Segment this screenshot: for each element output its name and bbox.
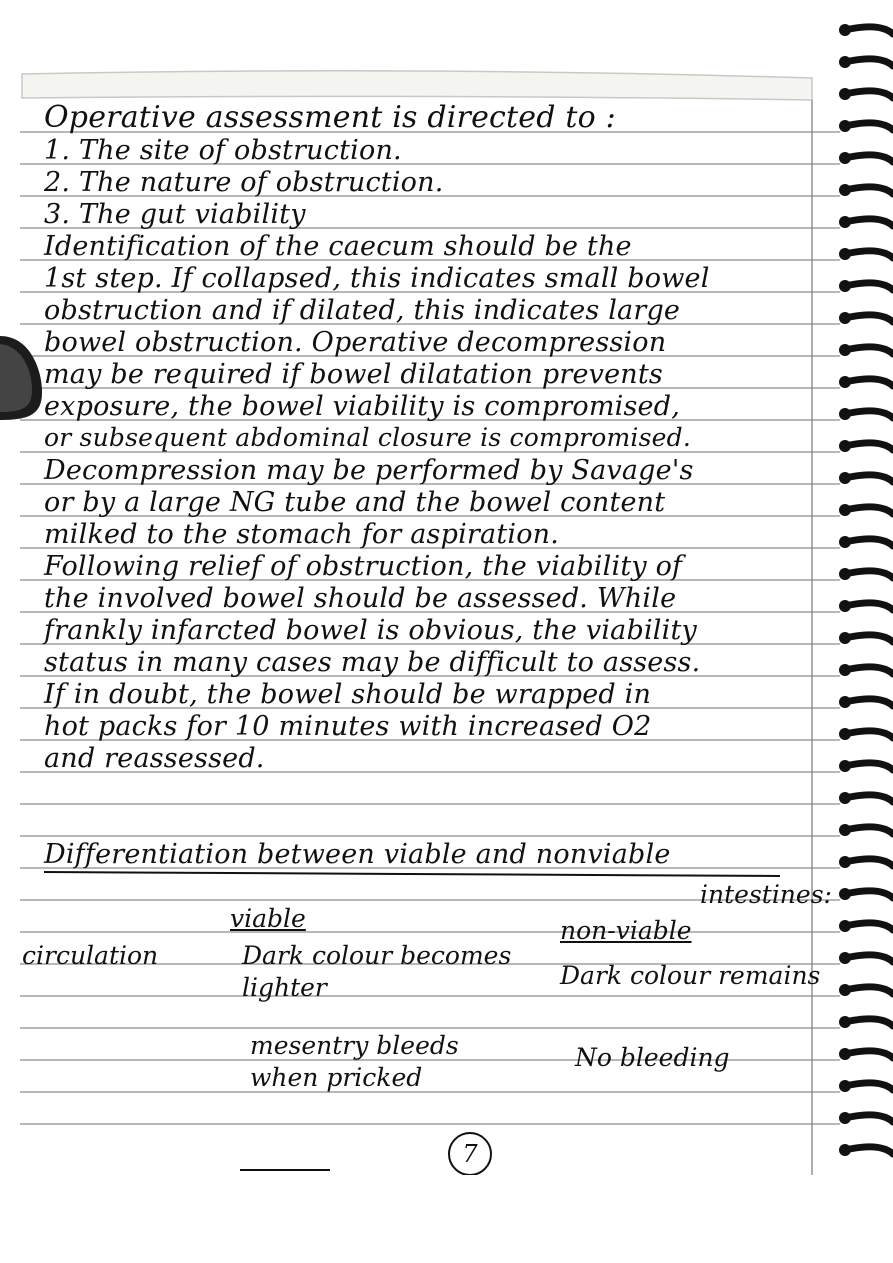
paragraph1-line: Decompression may be performed by Savage's	[44, 455, 694, 486]
paragraph1-line: or by a large NG tube and the bowel content	[44, 487, 666, 518]
nonviable-cell: Dark colour remains	[560, 961, 821, 990]
paragraph1-line: bowel obstruction. Operative decompression	[44, 327, 667, 358]
nonviable-cell: No bleeding	[575, 1043, 730, 1072]
viable-cell: Dark colour becomes	[242, 941, 512, 970]
row-label-circulation: circulation	[22, 941, 159, 970]
point-2: 2. The nature of obstruction.	[44, 167, 444, 198]
intro-heading: Operative assessment is directed to :	[44, 100, 616, 135]
paragraph1-line: milked to the stomach for aspiration.	[44, 519, 560, 550]
paragraph1-line: or subsequent abdominal closure is compromised.	[44, 423, 691, 452]
column-header-nonviable: non-viable	[560, 916, 692, 945]
paragraph1-line: exposure, the bowel viability is compromised,	[44, 391, 680, 422]
paragraph2-line: status in many cases may be difficult to assess.	[44, 647, 701, 678]
paragraph2-line: hot packs for 10 minutes with increased O2	[44, 711, 652, 742]
paragraph2-line: frankly infarcted bowel is obvious, the viability	[44, 615, 697, 646]
paragraph2-line: If in doubt, the bowel should be wrapped in	[44, 679, 652, 710]
page-number: 7	[448, 1132, 492, 1175]
table-heading-continuation: intestines:	[700, 880, 832, 909]
point-3: 3. The gut viability	[44, 199, 306, 230]
viable-cell: lighter	[242, 973, 327, 1002]
paragraph2-line: the involved bowel should be assessed. While	[44, 583, 677, 614]
column-header-viable: viable	[230, 904, 306, 933]
paragraph1-line: may be required if bowel dilatation prevents	[44, 359, 663, 390]
point-1: 1. The site of obstruction.	[44, 135, 402, 166]
paragraph2-line: and reassessed.	[44, 743, 265, 774]
viable-cell: when pricked	[250, 1063, 423, 1092]
paragraph1-line: 1st step. If collapsed, this indicates small bowel	[44, 263, 710, 294]
paragraph1-line: obstruction and if dilated, this indicates large	[44, 295, 681, 326]
viable-cell: mesentry bleeds	[250, 1031, 459, 1060]
paragraph2-line: Following relief of obstruction, the viability of	[44, 551, 683, 582]
table-heading: Differentiation between viable and nonviable	[44, 839, 671, 870]
paragraph1-line: Identification of the caecum should be the	[44, 231, 632, 262]
